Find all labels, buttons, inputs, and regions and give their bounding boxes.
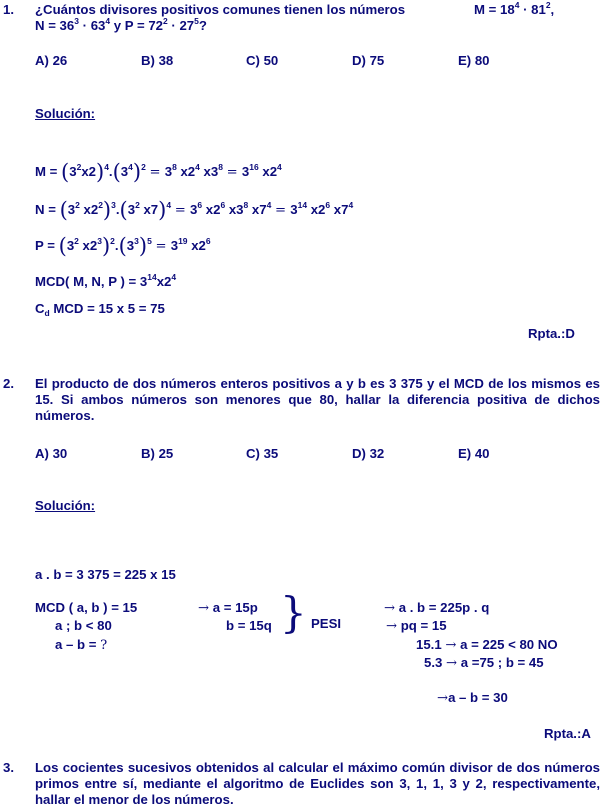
problem-1-n-p-expression: $N = 36^3 \cdot 63^4$ y $P = 72^2 \cdot 27^5$? [35, 16, 207, 33]
problem-1-number: 1. [3, 2, 14, 17]
cd-mcd-result: $C_d$ MCD = 15 x 5 = 75 [35, 301, 165, 318]
arrow-icon: → [437, 691, 449, 706]
problem-1-m-expression: $M = 18^4 \cdot 81^2$, [474, 0, 555, 17]
right-brace: } [280, 588, 307, 637]
option-d: D) 75 [352, 53, 385, 68]
problem-3-number: 3. [3, 760, 14, 775]
case-5-3: 5.3 → a =75 ; b = 45 [424, 655, 544, 671]
case-15-1: 15.1 → a = 225 < 80 NO [416, 637, 558, 653]
pesi-label: PESI [311, 616, 342, 631]
option-a: A) 30 [35, 446, 68, 461]
difference-result: →a – b = 30 [437, 690, 508, 706]
problem-3-statement: Los cocientes sucesivos obtenidos al calcular el máximo común divisor de dos números primos entre sí, mediante el algoritmo de Euclides son 3, 1, 1, 3 y 2, respectivamente, hallar el menor de los números. [35, 760, 600, 807]
mcd-line: MCD ( a, b ) = 15 [35, 600, 138, 615]
b-equals-15q: b = 15q [226, 618, 272, 633]
problem-2-number: 2. [3, 376, 14, 391]
a-equals-15p: → a = 15p [198, 600, 258, 616]
pq-equals-15: → pq = 15 [386, 618, 447, 634]
option-c: C) 50 [246, 53, 279, 68]
product-line: a . b = 3 375 = 225 x 15 [35, 567, 176, 582]
product-pq: → a . b = 225p . q [384, 600, 490, 616]
option-d: D) 32 [352, 446, 385, 461]
ab-less-line: a ; b < 80 [55, 618, 112, 633]
option-b: B) 25 [141, 446, 174, 461]
n-factorization: $N = (3^2$ $x2^2)^3.(3^2$ $x7)^4 = 3^6$ $x2^6$ $x3^8$ $x7^4 = 3^{14}$ $x2^6$ $x7^4$ [35, 198, 354, 222]
problem-1-statement-line1: ¿Cuántos divisores positivos comunes tienen los números [35, 2, 406, 17]
option-e: E) 40 [458, 446, 490, 461]
mcd-result: MCD( M, N, P ) = $3^{14}x2^4$ [35, 272, 177, 289]
difference-question: a – b = ? [55, 637, 108, 653]
arrow-icon: → [386, 619, 398, 634]
m-factorization: $M = (3^2x2)^4.(3^4)^2 = 3^8$ $x2^4$ $x3^8 = 3^{16}$ $x2^4$ [35, 160, 282, 184]
arrow-icon: → [446, 656, 458, 671]
answer-1: Rpta.:D [528, 326, 575, 341]
option-e: E) 80 [458, 53, 490, 68]
p-factorization: $P = (3^2$ $x2^3)^2.(3^3)^5 = 3^{19}$ $x2^6$ [35, 234, 211, 258]
arrow-icon: → [198, 601, 210, 616]
option-b: B) 38 [141, 53, 174, 68]
arrow-icon: → [384, 601, 396, 616]
solution-label-1: Solución: [35, 106, 96, 121]
option-a: A) 26 [35, 53, 68, 68]
option-c: C) 35 [246, 446, 279, 461]
solution-label-2: Solución: [35, 498, 96, 513]
problem-2-statement: El producto de dos números enteros positivos a y b es 3 375 y el MCD de los mismos es 15. Si ambos números son menores que 80, hallar la diferencia positiva de dichos números. [35, 376, 600, 423]
arrow-icon: → [445, 638, 457, 653]
answer-2: Rpta.:A [544, 726, 591, 741]
